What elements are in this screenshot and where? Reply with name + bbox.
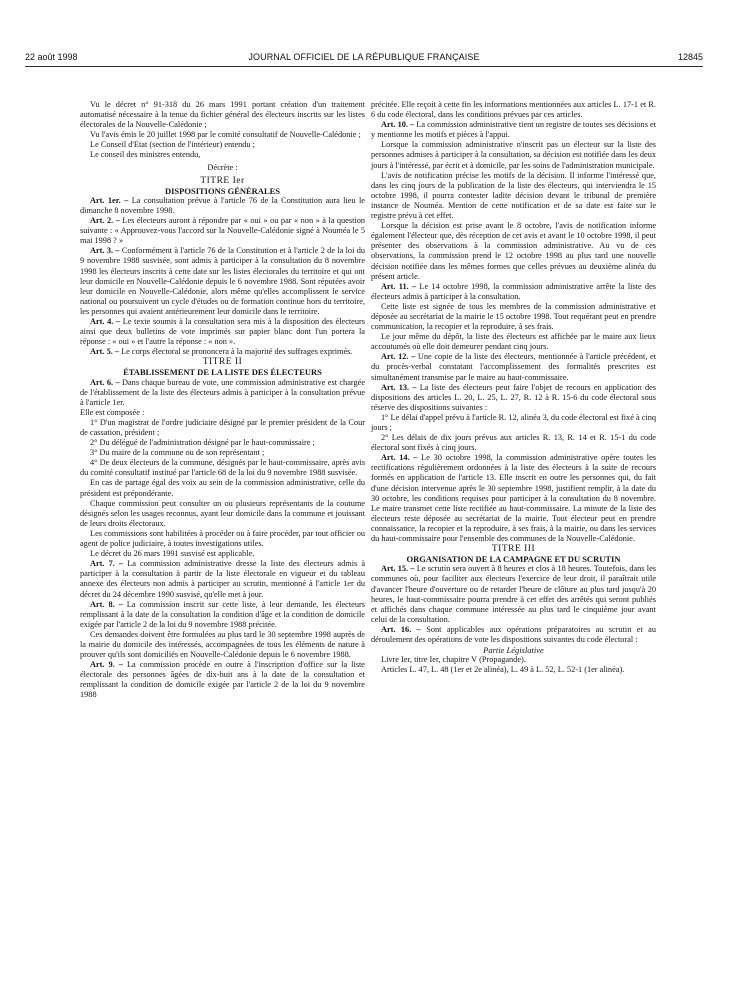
article-6 [80,378,365,408]
article-label: Art. 14. – [381,453,418,463]
header-rule [25,66,703,67]
article-paragraph: Lorsque la décision est prise avant le 8 octobre, l'avis de notification informe également l'électeur que, dès réception de cet avis et avant le 10 octobre 1998, il peut présenter des observations à la commission administrative. Au vu de ces observations, la commission prend le 12 octobre 1998 au plus tard une nouvelle décision notifiée dans les mêmes formes que celles prévues au deuxième alinéa du présent article. [371,221,656,281]
article-text: La consultation prévue à l'article 76 de la Constitution aura lieu le dimanche 8 novembre 1998. [80,195,365,215]
article-text: Sont applicables aux opérations préparatoires au scrutin et au déroulement des opérations de vote les dispositions suivantes du code électoral : [371,624,656,644]
article-paragraph: Lorsque la commission administrative n'inscrit pas un électeur sur la liste des personnes admises à participer à la consultation, sa décision est notifiée dans les deux jours à l'intéressé, par écrit et à domicile, par les soins de l'administration municipale. [371,140,656,170]
article-7 [80,559,365,599]
article-12 [371,352,656,382]
header-page-number: 12845 [677,52,703,62]
article-text: La liste des électeurs peut faire l'objet de recours en application des dispositions des articles L. 20, L. 25, L. 27, R. 12 à R. 15-6 du code électoral sous réserve des dispositions suivantes : [371,382,657,412]
article-text: La commission procède en outre à l'inscription d'office sur la liste électorale des personnes âgées de dix-huit ans à la date de la consultation et remplissant la condition de domicile exigée par l'article 2 de la loi du 9 novembre 1988 [80,660,365,700]
article-13 [371,383,656,413]
article-text: La commission administrative dresse la liste des électeurs admis à participer à la consultation à partir de la liste électorale en vigueur et du tableau annexe des électeurs non admis à participer au scrutin, mentionné à l'article 1er du décret du 24 décembre 1990 susvisé, qu'elle met à jour. [80,559,366,599]
article-paragraph: En cas de partage égal des voix au sein de la commission administrative, celle du président est prépondérante. [80,478,365,498]
article-paragraph: Ces demandes doivent être formulées au plus tard le 30 septembre 1998 auprès de la mairie du domicile des intéressés, accompagnées de tous les éléments de nature à prouver qu'ils sont domiciliés en Nouvelle-Calédonie depuis le 6 novembre 1988. [80,629,365,660]
article-16 [371,625,656,645]
header-journal-title: JOURNAL OFFICIEL DE LA RÉPUBLIQUE FRANÇAISE [248,52,480,62]
titre-1: TITRE Ier [200,175,245,186]
article-5 [80,347,365,357]
article-label: Art. 3. – [90,246,120,256]
article-label: Art. 8. – [90,599,123,609]
article-label: Art. 4. – [90,316,121,326]
article-label: Art. 1er. – [90,195,129,205]
partie-legislative: Partie Législative [483,645,544,656]
article-11 [371,282,656,302]
article-1 [80,196,365,216]
preamble-paragraph: Le conseil des ministres entendu, [90,150,201,160]
article-8 [80,600,365,630]
article-label: Art. 7. – [90,559,124,569]
article-label: Art. 6. – [90,377,120,387]
article-text: Le 30 octobre 1998, la commission administrative opère toutes les rectifications régulièrement ordonnées à la liste des électeurs à la suite de recours formés en application de l'article 13. Elle inscrit en outre les personnes qui, du fait d'une décision intervenue après le 30 septembre 1998, justifient remplir, à la date du 30 octobre, les conditions requises pour participer à la consultation du 8 novembre. Le maire transmet cette liste rectifiée au haut-commissaire. La minute de la liste des électeurs reste déposée au secrétariat de la mairie. Tout électeur peut en prendre connaissance, la recopier et la reproduire, à ses frais, à la mairie, ou dans les services du haut-commissaire pour l'ensemble des communes de la Nouvelle-Calédonie. [371,453,656,544]
article-label: Art. 15. – [381,564,415,574]
article-3 [80,246,365,317]
article-paragraph: Elle est composée : [80,407,145,417]
article-paragraph: Le jour même du dépôt, la liste des électeurs est affichée par le maire aux lieux accoutumés où elle doit demeurer pendant cinq jours. [371,332,656,352]
article-paragraph: 1° Le délai d'appel prévu à l'article R. 12, alinéa 3, du code électoral est fixé à cinq jours ; [371,412,656,432]
article-paragraph: L'avis de notification précise les motifs de la décision. Il informe l'intéressé que, dans les cinq jours de la publication de la liste des électeurs, qui interviendra le 15 octobre 1998, il pourra contester ladite décision devant le tribunal de première instance de Nouméa. Mention de cette notification et de sa date est faite sur le registre prévu à cet effet. [371,170,656,221]
header-date: 22 août 1998 [25,52,78,62]
preamble-paragraph: Le Conseil d'Etat (section de l'intérieur) entendu ; [90,140,255,150]
article-text: Le scrutin sera ouvert à 8 heures et clos à 18 heures. Toutefois, dans les communes où, pour faciliter aux électeurs l'exercice de leur droit, il paraîtrait utile d'avancer l'heure d'ouverture ou de retarder l'heure de clôture au plus tard jusqu'à 20 heures, le haut-commissaire pourra prendre à cet effet des arrêtés qui seront publiés et affichés dans chaque commune intéressée au plus tard le cinquième jour avant celui de la consultation. [371,564,656,624]
continuation-paragraph: précitée. Elle reçoit à cette fin les informations mentionnées aux articles L. 17-1 et R. 6 du code électoral, dans les conditions prévues par ces articles. [371,100,656,120]
article-paragraph: Cette liste est signée de tous les membres de la commission administrative et déposée au secrétariat de la mairie le 15 octobre 1998. Tout requérant peut en prendre communication, la recopier et la reproduire, à ses frais. [371,301,656,332]
left-column [80,100,365,701]
titre-3-heading: ORGANISATION DE LA CAMPAGNE ET DU SCRUTIN [406,554,621,565]
article-9 [80,660,365,700]
right-column [371,100,656,675]
article-paragraph: 1° D'un magistrat de l'ordre judiciaire désigné par le premier président de la Cour de cassation, président ; [80,417,365,437]
article-text: Le corps électoral se prononcera à la majorité des suffrages exprimés. [121,347,353,357]
article-label: Art. 5. – [90,347,120,357]
titre-2-heading: ÉTABLISSEMENT DE LA LISTE DES ÉLECTEURS [123,367,322,378]
article-text: Conformément à l'article 76 de la Constitution et à l'article 2 de la loi du 9 novembre 1988 susvisée, sont admis à participer à la consultation du 8 novembre 1998 les électeurs inscrits à cette date sur les listes électorales du territoire et qui ont leur domicile en Nouvelle-Calédonie depuis le 6 novembre 1988. Sont réputées avoir leur domicile en Nouvelle-Calédonie, alors même qu'elles accomplissent le service national ou poursuivent un cycle d'études ou de formation continue hors du territoire, les personnes qui avaient antérieurement leur domicile dans le territoire. [80,246,365,316]
article-paragraph: 3° Du maire de la commune ou de son représentant ; [90,448,265,458]
article-paragraph: Le décret du 26 mars 1991 susvisé est applicable. [90,549,255,559]
article-label: Art. 9. – [90,660,123,670]
article-label: Art. 11. – [381,281,417,291]
article-text: Une copie de la liste des électeurs, mentionnée à l'article précédent, et du procès-verbal constatant l'accomplissement des formalités prescrites est simultanément transmise par le maire au haut-commissaire. [371,352,656,382]
article-text: La commission inscrit sur cette liste, à leur demande, les électeurs remplissant à la date de la consultation la condition d'âge et la condition de domicile exigée par l'article 2 de la loi du 9 novembre 1988 précitée. [80,599,365,629]
decrete: Décrète : [207,162,238,172]
livre-reference: Livre Ier, titre Ier, chapitre V (Propagande). [381,655,526,665]
articles-reference: Articles L. 47, L. 48 (1er et 2e alinéa), L. 49 à L. 52, L. 52-1 (1er alinéa). [381,665,625,675]
titre-3: TITRE III [491,544,536,555]
article-paragraph: Les commissions sont habilitées à procéder ou à faire procéder, par tout officier ou agent de police judiciaire, à toutes investigations utiles. [80,528,365,549]
article-label: Art. 16. – [381,624,421,634]
article-paragraph: Chaque commission peut consulter un ou plusieurs représentants de la coutume désignés selon les usages reconnus, ayant leur domicile dans la commune et jouissant de leurs droits électoraux. [80,498,365,528]
article-text: Les électeurs auront à répondre par « oui » ou par « non » à la question suivante : « Approuvez-vous l'accord sur la Nouvelle-Calédonie signé à Nouméa le 5 mai 1998 ? » [80,216,365,246]
article-label: Art. 10. – [381,120,415,130]
article-label: Art. 12. – [381,352,416,362]
article-text: La commission administrative tient un registre de toutes ses décisions et y mentionne les motifs et pièces à l'appui. [371,120,657,140]
article-10 [371,120,656,140]
article-text: Le 14 octobre 1998, la commission administrative arrête la liste des électeurs admis à participer à la consultation. [371,281,656,301]
article-text: Dans chaque bureau de vote, une commission administrative est chargée de l'établissement de la liste des électeurs admis à participer à la consultation prévue à l'article 1er. [80,377,366,407]
article-2 [80,216,365,246]
article-paragraph: 2° Les délais de dix jours prévus aux articles R. 13, R. 14 et R. 15-1 du code électoral sont fixés à cinq jours. [371,433,656,453]
article-paragraph: 4° De deux électeurs de la commune, désignés par le haut-commissaire, après avis du comité consultatif institué par l'article 68 de la loi du 9 novembre 1988 susvisée. [80,458,365,478]
article-15 [371,564,656,625]
page-header [25,52,703,66]
article-14 [371,453,656,544]
titre-2: TITRE II [202,357,243,368]
article-paragraph: 2° Du délégué de l'administration désigné par le haut-commissaire ; [90,438,315,448]
preamble-paragraph: Vu le décret n° 91-318 du 26 mars 1991 portant création d'un traitement automatisé nécessaire à la tenue du fichier général des électeurs inscrits sur les listes électorales de la Nouvelle-Calédonie ; [80,100,365,130]
titre-1-heading: DISPOSITIONS GÉNÉRALES [164,185,281,196]
article-label: Art. 2. – [90,216,120,226]
article-text: Le texte soumis à la consultation sera mis à la disposition des électeurs ainsi que deux bulletins de vote imprimés sur papier blanc dont l'un portera la réponse : « oui » et l'autre la réponse : « non ». [80,316,366,347]
preamble-paragraph: Vu l'avis émis le 20 juillet 1998 par le comité consultatif de Nouvelle-Calédonie ; [90,130,361,140]
article-label: Art. 13. – [381,382,417,392]
article-4 [80,317,365,347]
